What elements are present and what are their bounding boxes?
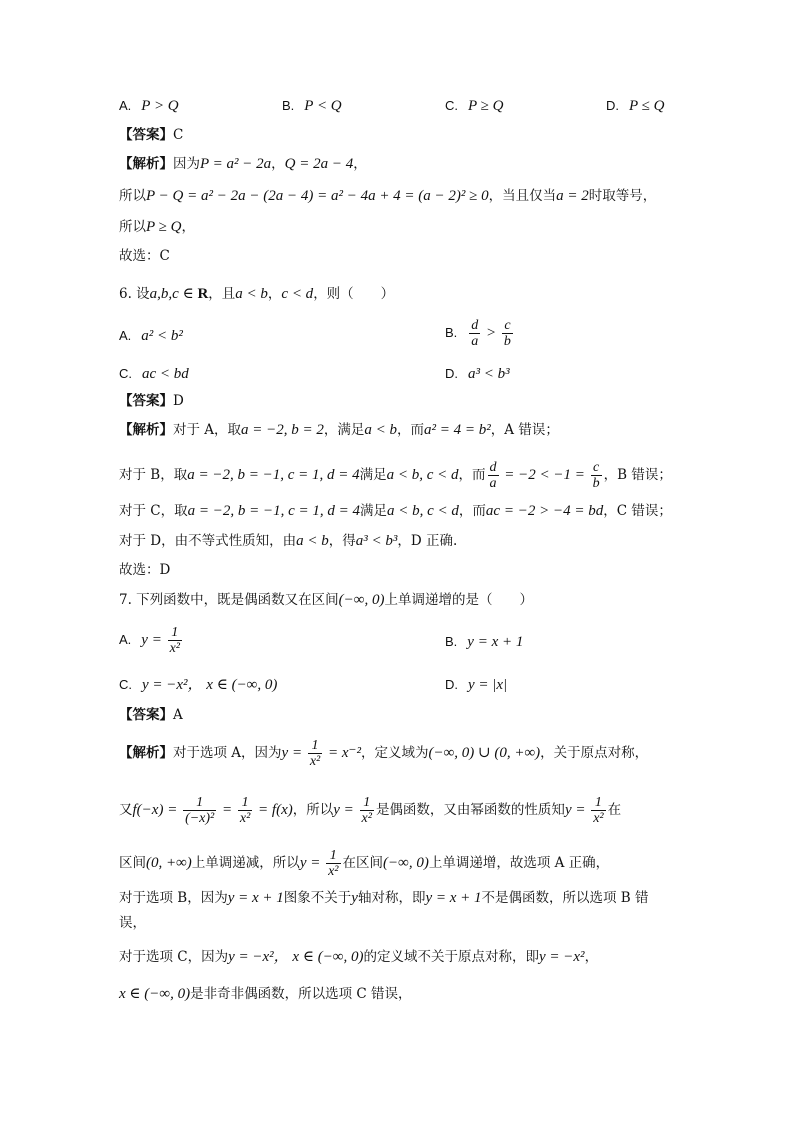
q7-answer: 【答案】A bbox=[119, 707, 183, 723]
q7-option-b: B. y = x + 1 bbox=[445, 634, 524, 650]
q7-analysis-line5: 误， bbox=[119, 915, 146, 931]
q6-analysis-line1: 【解析】对于 A，取a = −2, b = 2，满足a < b，而a² = 4 = b²，A 错误； bbox=[119, 422, 559, 438]
q7-stem: 7. 下列函数中，既是偶函数又在区间(−∞, 0)上单调递增的是（ ） bbox=[119, 592, 533, 608]
q5-analysis-line3: 所以P ≥ Q， bbox=[119, 219, 195, 235]
q6-stem: 6. 设a,b,c ∈ R，且a < b，c < d，则（ ） bbox=[119, 286, 395, 302]
q5-answer: 【答案】C bbox=[119, 127, 184, 143]
q7-analysis-line4: 对于选项 B，因为y = x + 1图象不关于y轴对称，即y = x + 1不是偶函数，所以选项 B 错 bbox=[119, 890, 649, 906]
q7-option-d: D. y = |x| bbox=[445, 677, 508, 693]
q7-option-a: A. y = $\frac{1}{\text{x²}}$ bbox=[119, 625, 180, 656]
q5-analysis-line2: 所以P − Q = a² − 2a − (2a − 4) = a² − 4a + 4 = (a − 2)² ≥ 0，当且仅当a = 2时取等号， bbox=[119, 188, 657, 204]
q6-option-d: D. a³ < b³ bbox=[445, 366, 510, 382]
q5-option-a: A. P > Q bbox=[119, 98, 179, 114]
q5-option-d: D. P ≤ Q bbox=[606, 98, 665, 114]
q6-answer: 【答案】D bbox=[119, 393, 184, 409]
q5-option-b: B. P < Q bbox=[282, 98, 342, 114]
q6-analysis-line2: 对于 B，取a = −2, b = −1, c = 1, d = 4满足a < b, c < d，而 $\frac{d}{a}$ = −2 < −1 = $\frac{c}{b}$ ，B 错误； bbox=[119, 460, 672, 491]
q7-option-c: C. y = −x²， x ∈ (−∞, 0) bbox=[119, 677, 278, 693]
q6-choose: 故选：D bbox=[119, 562, 171, 578]
q7-analysis-line2: 又f(−x) = $\frac{1}{\text{(−x)²}}$ = $\frac{1}{\text{x²}}$ = f(x)，所以y = $\frac{1}{\text{x²}}$ 是偶函数，又由幂函数的性质知y = $\frac{1}{\text{x²}}$ 在 bbox=[119, 795, 622, 826]
q5-analysis-line1: 【解析】因为P = a² − 2a，Q = 2a − 4， bbox=[119, 156, 367, 172]
q5-option-c: C. P ≥ Q bbox=[445, 98, 504, 114]
q5-choose: 故选：C bbox=[119, 248, 170, 264]
q7-analysis-line1: 【解析】对于选项 A，因为y = $\frac{1}{\text{x²}}$ = x⁻²，定义域为(−∞, 0) ∪ (0, +∞)，关于原点对称， bbox=[119, 738, 649, 769]
q7-analysis-line3: 区间(0, +∞)上单调递减，所以y = $\frac{1}{\text{x²}}$ 在区间(−∞, 0)上单调递增，故选项 A 正确， bbox=[119, 848, 610, 879]
q6-option-b: B. $\frac{d}{a}$ > $\frac{c}{b}$ bbox=[445, 318, 511, 349]
q6-analysis-line4: 对于 D，由不等式性质知，由a < b，得a³ < b³，D 正确. bbox=[119, 533, 458, 549]
q6-option-a: A. a² < b² bbox=[119, 328, 183, 344]
q6-analysis-line3: 对于 C，取a = −2, b = −1, c = 1, d = 4满足a < b, c < d，而ac = −2 > −4 = bd，C 错误； bbox=[119, 503, 672, 519]
q7-analysis-line6: 对于选项 C，因为y = −x²， x ∈ (−∞, 0)的定义域不关于原点对称，即y = −x²， bbox=[119, 949, 599, 965]
q6-option-c: C. ac < bd bbox=[119, 366, 189, 382]
q7-analysis-line7: x ∈ (−∞, 0)是非奇非偶函数，所以选项 C 错误， bbox=[119, 986, 412, 1002]
